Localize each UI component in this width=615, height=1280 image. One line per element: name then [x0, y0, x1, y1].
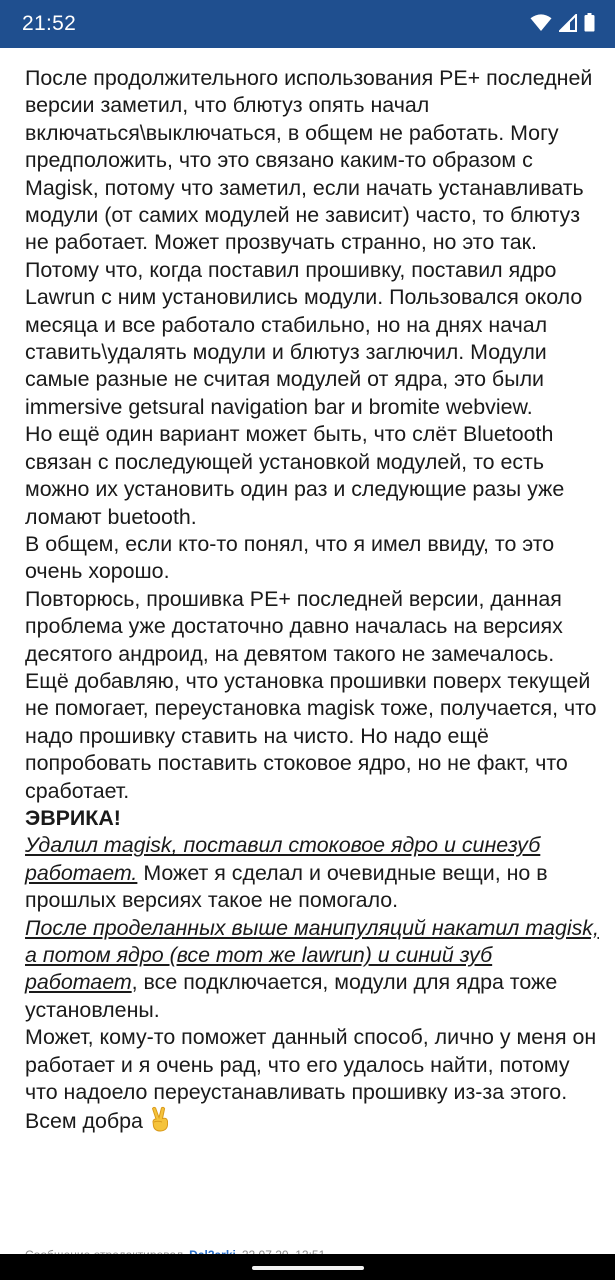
battery-icon [584, 13, 595, 32]
wifi-icon [530, 14, 552, 32]
post-paragraph-7 [25, 915, 600, 1025]
post-text: Может, кому-то поможет данный способ, лично у меня он работает и я очень рад, что его удалось найти, потому что надоело переустанавливать прошивку из-за этого. Всем добра [25, 1025, 597, 1134]
post-paragraph-5: Ещё добавляю, что установка прошивки поверх текущей не помогает, переустановка magisk тоже, получается, что надо прошивку ставить на чисто. Но надо ещё попробовать поставить стоковое ядро, но не факт, что сработает. [25, 668, 597, 803]
status-bar [0, 0, 615, 48]
post-paragraph-4: Повторюсь, прошивка PE+ последней версии, данная проблема уже достаточно давно началась на версиях десятого андроид, на девятом такого не замечалось. [25, 586, 563, 666]
navigation-bar [0, 1254, 615, 1280]
emphasized-text: Удалил magisk, поставил стоковое ядро и синезуб работает. [25, 833, 541, 885]
post-text: Может я сделал и очевидные вещи, но в прошлых версиях такое не помогало. [25, 860, 548, 913]
emphasized-text: После проделанных выше манипуляций накатил magisk, а потом ядро (все тот же lawrun) и синий зуб работает [25, 915, 599, 995]
post-text: , все подключается, модули для ядра тоже установлены. [25, 970, 558, 1022]
eureka-heading: ЭВРИКА! [25, 805, 121, 830]
post-paragraph-1: После продолжительного использования PE+ последней версии заметил, что блютуз опять начал включаться\выключаться, в общем не работать. Могу предположить, что это связано каким-то образом с Magisk, потому что заметил, если начать устанавливать модули (от самих модулей не зависит) часто, то блютуз не работает. Может прозвучать странно, но это так. Потому что, когда поставил прошивку, поставил ядро Lawrun с ним установились модули. Пользовался около месяца и все работало стабильно, но на днях начал ставить\удалять модули и блютуз заглючил. Модули самые разные не считая модулей от ядра, это были immersive getsural navigation bar и bromite webview. [25, 66, 593, 419]
post-paragraph-8 [25, 1024, 600, 1140]
post-body [25, 65, 600, 1140]
victory-hand-icon [149, 1106, 171, 1139]
cellular-signal-icon [559, 14, 577, 32]
status-time: 21:52 [22, 12, 77, 35]
post-paragraph-3: В общем, если кто-то понял, что я имел ввиду, то это очень хорошо. [25, 531, 555, 584]
post-paragraph-6 [25, 832, 600, 914]
home-gesture-handle[interactable] [252, 1266, 364, 1270]
post-paragraph-2: Но ещё один вариант может быть, что слёт Bluetooth связан с последующей установкой модулей, то есть можно их установить один раз и следующие разы уже ломают buetooth. [25, 422, 565, 529]
status-icons [530, 13, 595, 32]
